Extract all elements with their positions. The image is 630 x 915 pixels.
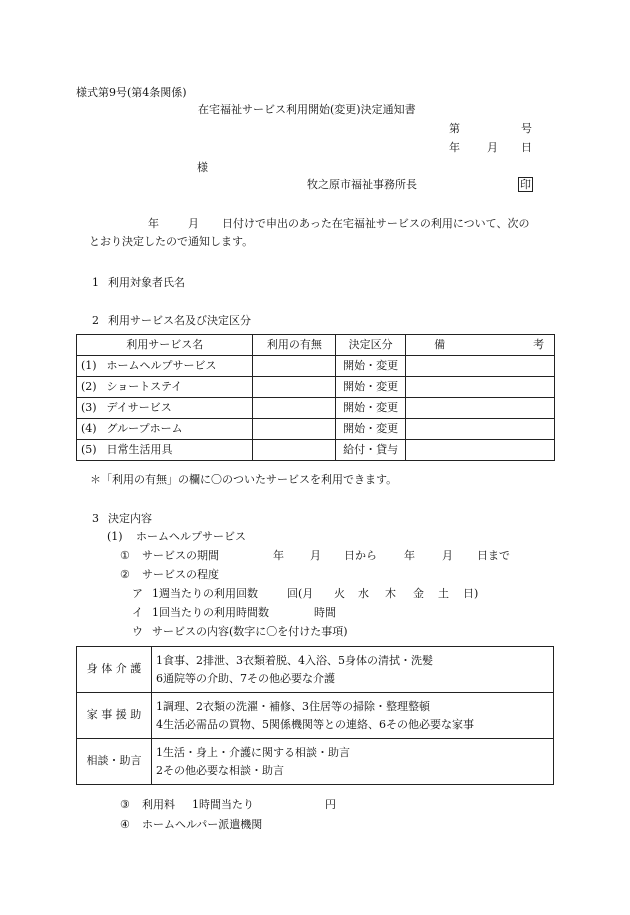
intro-text-1: 日付けで申出のあった在宅福祉サービスの利用について、次の	[222, 217, 530, 230]
fee-mark: ③	[120, 798, 130, 811]
usage-cell[interactable]	[253, 398, 336, 419]
section-2-number: 2	[92, 314, 99, 327]
category-consultation: 相談・助言	[77, 739, 152, 785]
seal-box	[518, 177, 533, 192]
fee-yen: 円	[325, 798, 336, 811]
section-2-label: 利用サービス名及び決定区分	[108, 314, 251, 327]
usage-cell[interactable]	[253, 419, 336, 440]
row-number: (5)	[81, 442, 97, 456]
header-service-name: 利用サービス名	[77, 335, 253, 356]
content-line: 1食事、2排泄、3衣類着脱、4入浴、5身体の清拭・洗髪	[156, 653, 433, 667]
service-content-table	[76, 646, 554, 785]
period-nen-2: 年	[404, 549, 415, 562]
table-row	[77, 440, 555, 461]
item-a-mark: ア	[132, 587, 143, 600]
item-i-mark: イ	[132, 606, 143, 619]
number-dai: 第	[449, 122, 460, 135]
document-title: 在宅福祉サービス利用開始(変更)決定通知書	[198, 103, 416, 116]
table-row	[77, 377, 555, 398]
service-name-cell	[77, 356, 253, 377]
decision-cell: 給付・貸与	[336, 440, 406, 461]
table-row	[77, 647, 554, 693]
service-name-cell	[77, 440, 253, 461]
period-label: サービスの期間	[142, 549, 219, 562]
item-i-label: 1回当たりの利用時間数	[152, 606, 269, 619]
decision-cell: 開始・変更	[336, 377, 406, 398]
header-remarks	[406, 335, 555, 356]
weekday-wed: 水	[358, 587, 369, 600]
table-row	[77, 739, 554, 785]
decision-cell: 開始・変更	[336, 419, 406, 440]
usage-cell[interactable]	[253, 356, 336, 377]
content-line: 6通院等の介助、7その他必要な介護	[156, 671, 335, 685]
remarks-cell[interactable]	[406, 440, 555, 461]
intro-nen: 年	[148, 217, 159, 230]
weekday-tue: 火	[334, 587, 345, 600]
content-line: 1生活・身上・介護に関する相談・助言	[156, 745, 350, 759]
item-u-label: サービスの内容(数字に〇を付けた事項)	[152, 625, 348, 638]
period-nen-1: 年	[273, 549, 284, 562]
content-cell	[152, 739, 554, 785]
row-number: (3)	[81, 400, 97, 414]
service-table-header	[77, 335, 555, 356]
service-name-cell	[77, 398, 253, 419]
sub-1-label: ホームヘルプサービス	[136, 530, 246, 543]
content-line: 2その他必要な相談・助言	[156, 763, 284, 777]
service-name-cell	[77, 377, 253, 398]
seal-mark: 印	[520, 178, 531, 191]
row-number: (4)	[81, 421, 97, 435]
date-tsuki: 月	[487, 141, 498, 154]
weekday-fri: 金	[413, 587, 424, 600]
remarks-cell[interactable]	[406, 419, 555, 440]
row-number: (1)	[81, 358, 97, 372]
remarks-cell[interactable]	[406, 377, 555, 398]
content-cell	[152, 693, 554, 739]
section-3-label: 決定内容	[108, 512, 152, 525]
header-remarks-1: 備	[434, 337, 446, 351]
service-name: ショートステイ	[106, 379, 183, 393]
content-line: 4生活必需品の買物、5関係機関等との連絡、6その他必要な家事	[156, 717, 474, 731]
weekday-sun: 日)	[463, 587, 479, 600]
date-hi: 日	[521, 141, 532, 154]
intro-tsuki: 月	[188, 217, 199, 230]
fee-label: 利用料	[142, 798, 175, 811]
header-remarks-2: 考	[533, 337, 545, 351]
decision-cell: 開始・変更	[336, 398, 406, 419]
section-1-number: 1	[92, 276, 99, 289]
issuer-name: 牧之原市福祉事務所長	[307, 178, 417, 191]
agency-label: ホームヘルパー派遣機関	[142, 818, 263, 831]
period-to: 日まで	[477, 549, 510, 562]
table-row	[77, 419, 555, 440]
table-row	[77, 398, 555, 419]
fee-per-hour: 1時間当たり	[192, 798, 254, 811]
usage-cell[interactable]	[253, 377, 336, 398]
decision-cell: 開始・変更	[336, 356, 406, 377]
section-1-label: 利用対象者氏名	[108, 276, 185, 289]
recipient-suffix: 様	[197, 161, 208, 174]
service-name: グループホーム	[106, 421, 183, 435]
table-row	[77, 356, 555, 377]
period-tsuki-2: 月	[442, 549, 453, 562]
intro-text-2: とおり決定したので通知します。	[89, 235, 254, 248]
period-tsuki-1: 月	[310, 549, 321, 562]
content-line: 1調理、2衣類の洗濯・補修、3住居等の掃除・整理整頓	[156, 699, 430, 713]
category-housework: 家 事 援 助	[77, 693, 152, 739]
content-cell	[152, 647, 554, 693]
header-usage: 利用の有無	[253, 335, 336, 356]
sub-1-number: (1)	[107, 530, 123, 543]
remarks-cell[interactable]	[406, 398, 555, 419]
remarks-cell[interactable]	[406, 356, 555, 377]
item-a-kai: 回(月	[287, 587, 314, 600]
item-u-mark: ウ	[132, 625, 143, 638]
row-number: (2)	[81, 379, 97, 393]
table-row	[77, 693, 554, 739]
service-name: 日常生活用具	[106, 442, 173, 456]
section-3-number: 3	[92, 512, 99, 525]
header-decision: 決定区分	[336, 335, 406, 356]
date-nen: 年	[449, 141, 460, 154]
service-name: ホームヘルプサービス	[106, 358, 217, 372]
period-from: 日から	[344, 549, 377, 562]
usage-note: ＊「利用の有無」の欄に〇のついたサービスを利用できます。	[90, 473, 398, 486]
service-table	[76, 334, 555, 461]
number-go: 号	[521, 122, 532, 135]
degree-label: サービスの程度	[142, 568, 219, 581]
weekday-sat: 土	[438, 587, 449, 600]
agency-mark: ④	[120, 818, 130, 831]
service-name: デイサービス	[106, 400, 172, 414]
period-mark: ①	[120, 549, 130, 562]
category-physical-care: 身 体 介 護	[77, 647, 152, 693]
form-number: 様式第9号(第4条関係)	[76, 86, 187, 99]
item-i-unit: 時間	[314, 606, 336, 619]
usage-cell[interactable]	[253, 440, 336, 461]
service-name-cell	[77, 419, 253, 440]
degree-mark: ②	[120, 568, 130, 581]
weekday-thu: 木	[385, 587, 396, 600]
item-a-label: 1週当たりの利用回数	[152, 587, 258, 600]
